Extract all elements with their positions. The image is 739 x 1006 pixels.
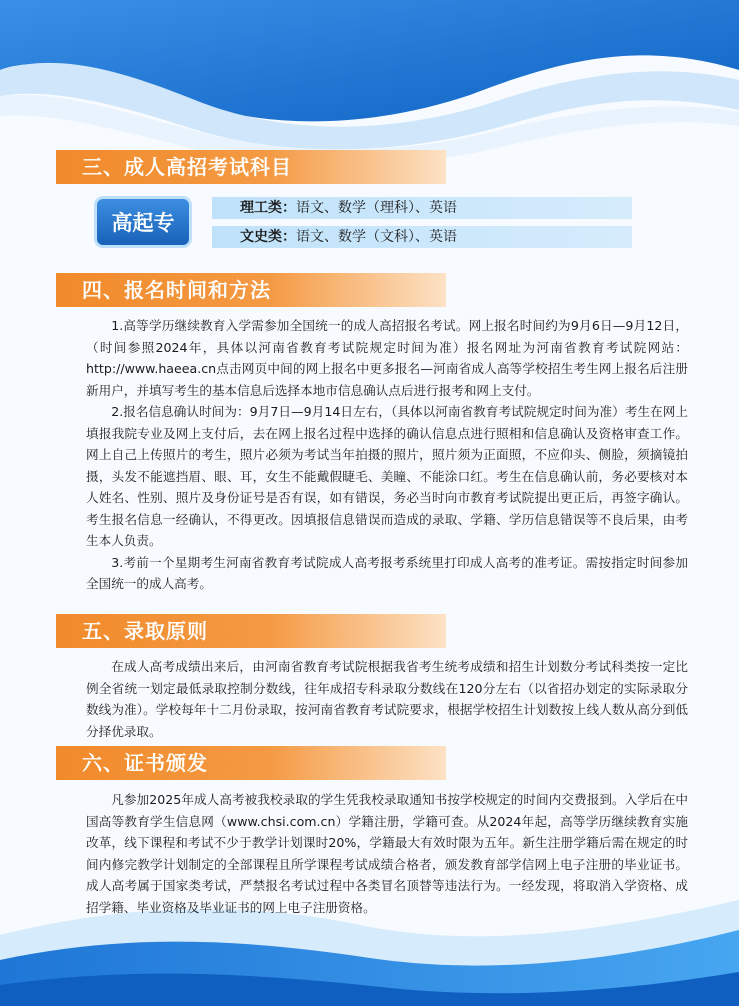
subject-row-label: 文史类：: [240, 229, 296, 245]
paragraph: 2.报名信息确认时间为：9月7日—9月14日左右，（具体以河南省教育考试院规定时间为准）考生在网上填报我院专业及网上支付后，去在网上报名过程中选择的确认信息点进行照相和信息确认及资格审查工作。网上自己上传照片的考生，照片必须为考试当年拍摄的照片，照片须为正面照，不应仰头、侧脸，须摘镜拍摄，头发不能遮挡眉、眼、耳，女生不能戴假睫毛、美瞳、不能涂口红。考生在信息确认前，务必要核对本人姓名、性别、照片及身份证号是否有误，如有错误，务必当时向市教育考试院提出更正后，再签字确认。考生报名信息一经确认，不得更改。因填报信息错误而造成的录取、学籍、学历信息错误等不良后果，由考生本人负责。: [86, 404, 688, 548]
section-header-admission: 五、录取原则: [56, 614, 446, 648]
section-header-registration: 四、报名时间和方法: [56, 273, 446, 307]
section-body-admission: [86, 656, 688, 742]
paragraph: 3.考前一个星期考生河南省教育考试院成人高考报考系统里打印成人高考的准考证。需按指定时间参加全国统一的成人高考。: [86, 554, 688, 591]
paragraph: 凡参加2025年成人高考被我校录取的学生凭我校录取通知书按学校规定的时间内交费报到。入学后在中国高等教育学生信息网（www.chsi.com.cn）学籍注册，学籍可查。从2024年起，高等学历继续教育实施改革，线下课程和考试不少于教学计划课时20%，学籍最大有效时限为五年。新生注册学籍后需在规定的时间内修完教学计划制定的全部课程且所学课程考试成绩合格者，颁发教育部学信网上电子注册的毕业证书。成人高考属于国家类考试，严禁报名考试过程中各类冒名顶替等违法行为。一经发现，将取消入学资格、成招学籍、毕业资格及毕业证书的网上电子注册资格。: [86, 792, 688, 915]
section-body-registration: [86, 315, 688, 595]
subject-row-arts: [212, 226, 632, 248]
subject-row-science: [212, 197, 632, 219]
subject-row-subjects: 语文、数学（文科）、英语: [296, 229, 457, 245]
section-header-exam-subjects: 三、成人高招考试科目: [56, 150, 446, 184]
paragraph: 1.高等学历继续教育入学需参加全国统一的成人高招报名考试。网上报名时间约为9月6日—9月12日，（时间参照2024年，具体以河南省教育考试院规定时间为准）报名网址为河南省教育考试院网站：http://www.haeea.cn点击网页中间的网上报名中更多报名—河南省成人高等学校招生考生网上报名后注册新用户，并填写考生的基本信息后选择本地市信息确认点后进行报考和网上支付。: [86, 318, 688, 398]
badge-gaoqizhuan: 高起专: [94, 196, 192, 248]
paragraph: 在成人高考成绩出来后，由河南省教育考试院根据我省考生统考成绩和招生计划数分考试科类按一定比例全省统一划定最低录取控制分数线，往年成招专科录取分数线在120分左右（以省招办划定的实际录取分数线为准）。学校每年十二月份录取，按河南省教育考试院要求，根据学校招生计划数按上线人数从高分到低分择优录取。: [86, 659, 688, 739]
section-header-certificate: 六、证书颁发: [56, 746, 446, 780]
subject-row-subjects: 语文、数学（理科）、英语: [296, 200, 457, 216]
subject-row-label: 理工类：: [240, 200, 296, 216]
section-body-certificate: [86, 789, 688, 918]
